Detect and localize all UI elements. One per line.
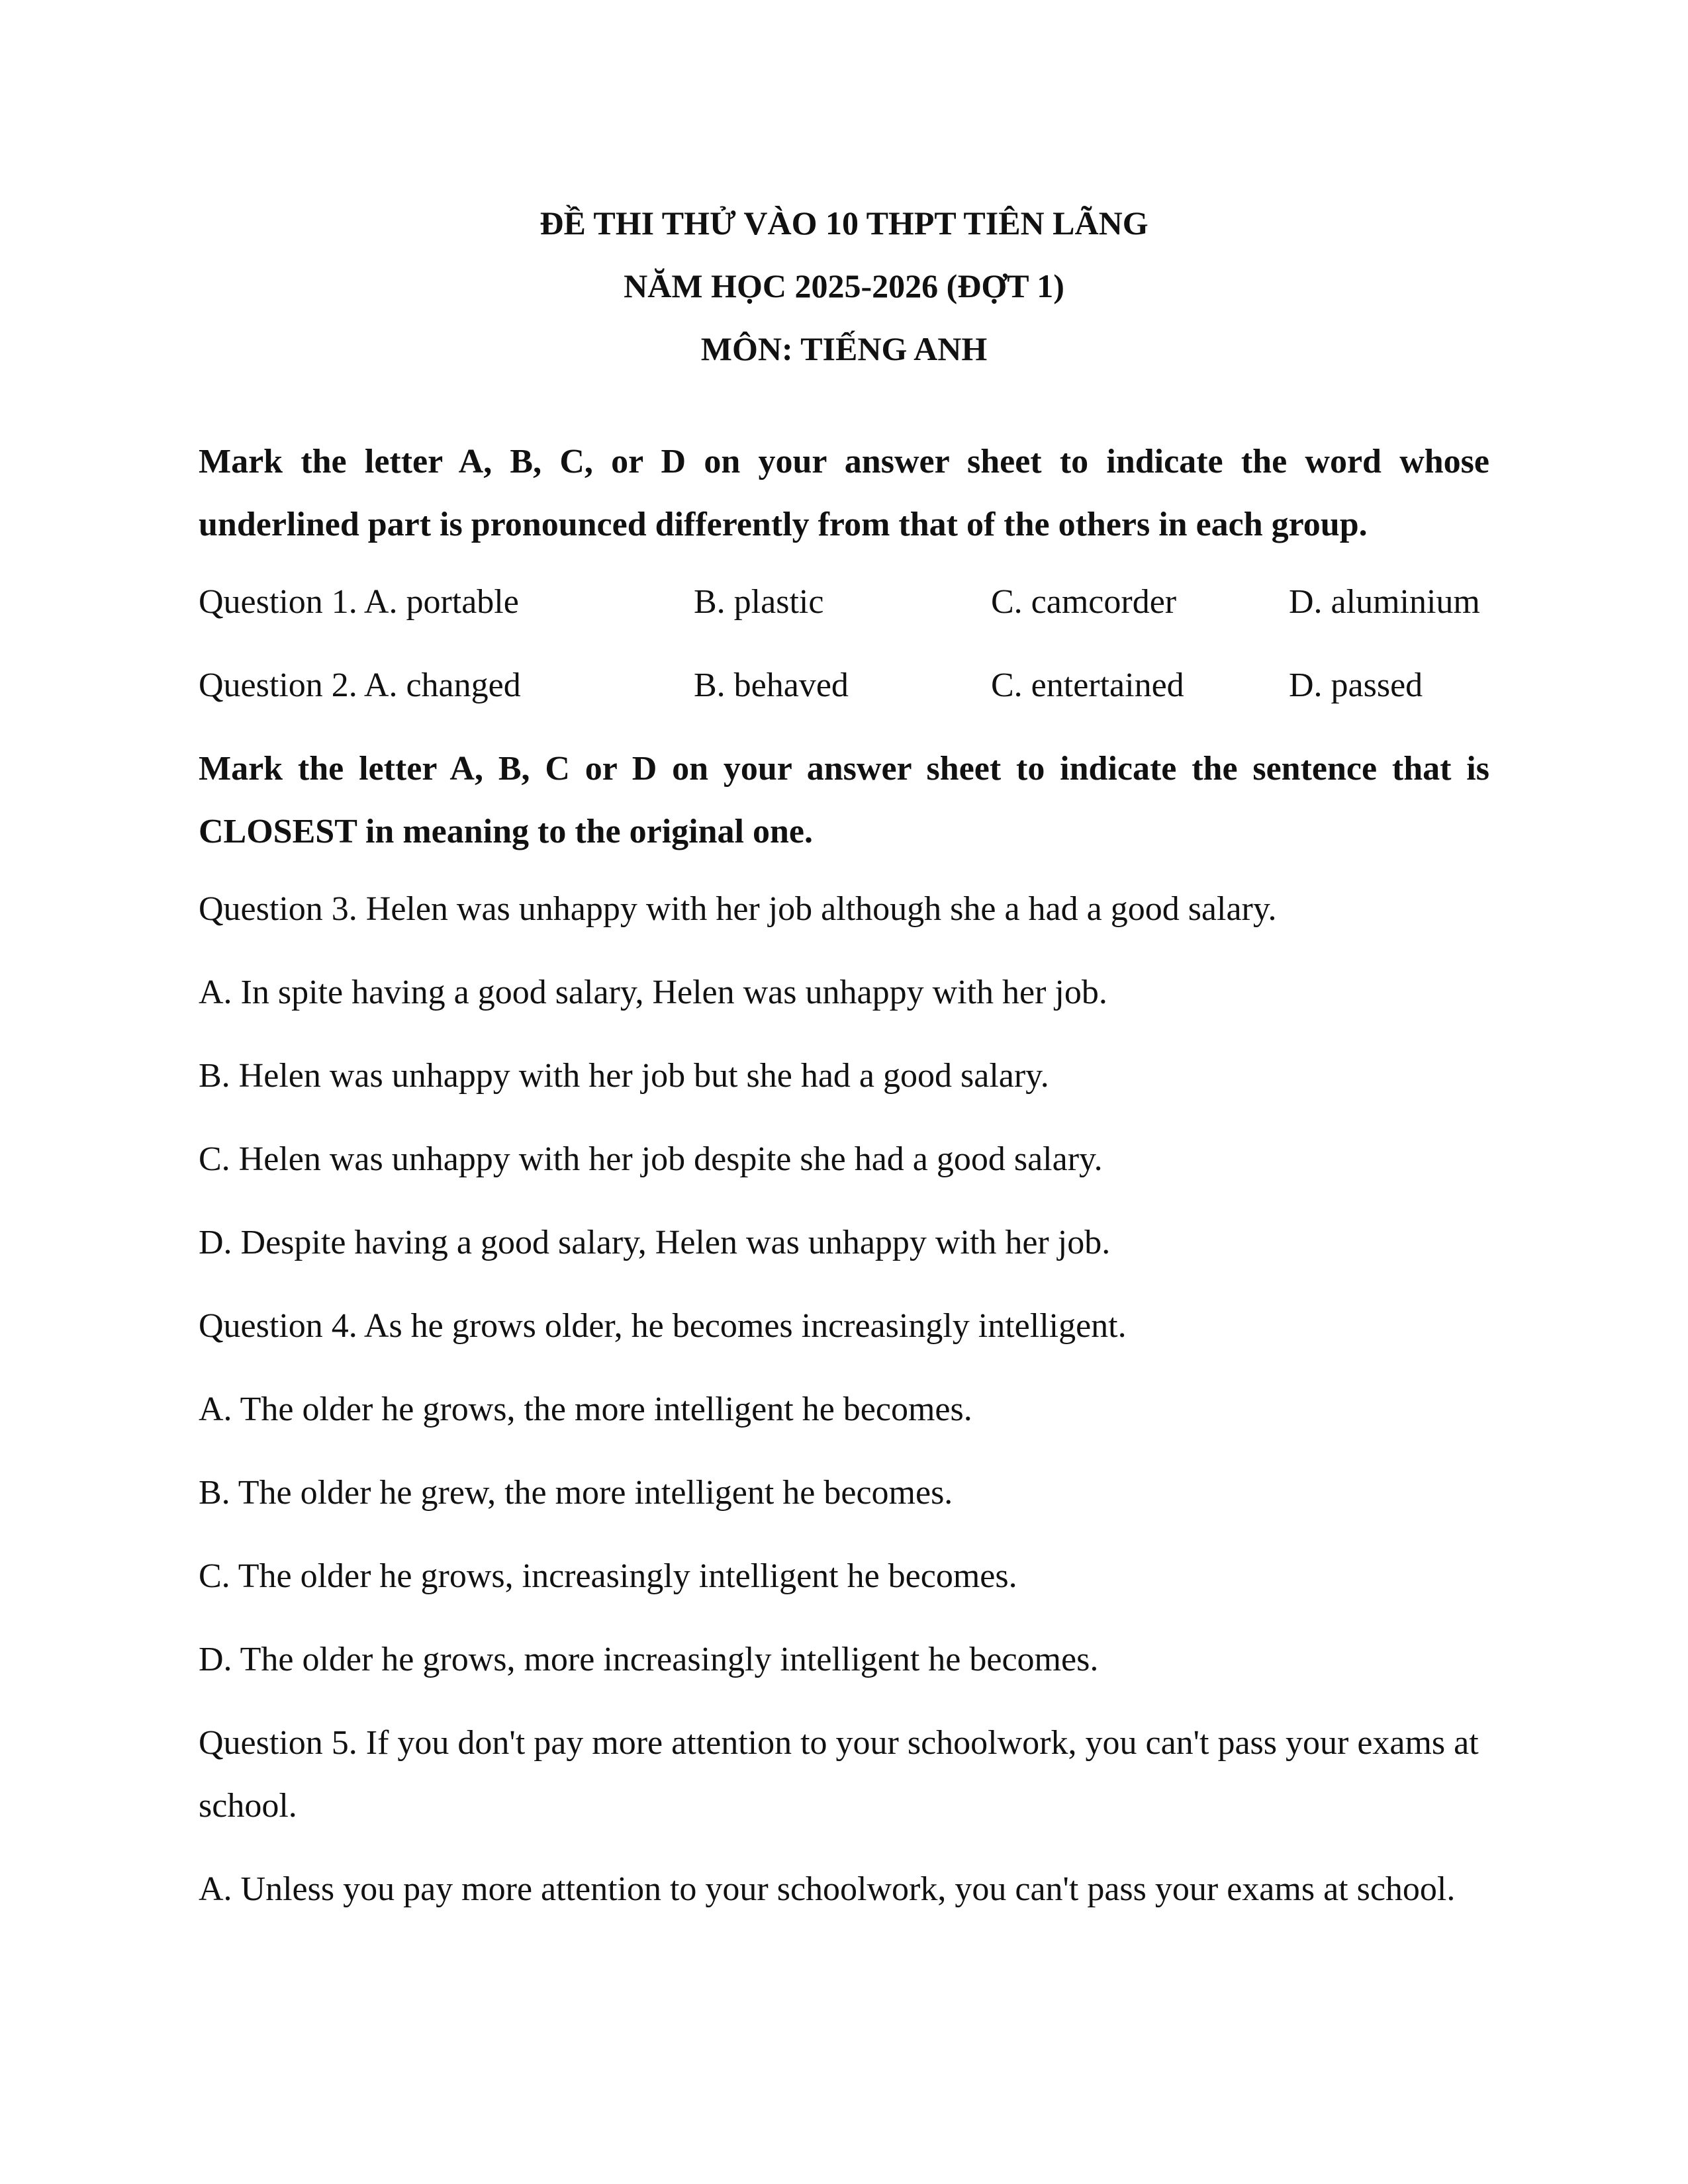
question-5-option-a: A. Unless you pay more attention to your schoolwork, you can't pass your exams at school. — [199, 1870, 1456, 1908]
question-1-option-b: B. plastic — [694, 583, 824, 621]
question-2-option-b: B. behaved — [694, 666, 849, 704]
question-2 — [199, 654, 1489, 717]
question-4-option-a: A. The older he grows, the more intelligent he becomes. — [199, 1390, 972, 1428]
question-3-option-a: A. In spite having a good salary, Helen was unhappy with her job. — [199, 974, 1107, 1011]
question-1-option-c: C. camcorder — [991, 583, 1177, 621]
question-2-option-c: C. entertained — [991, 666, 1184, 704]
exam-title: ĐỀ THI THỬ VÀO 10 THPT TIÊN LÃNG — [539, 205, 1149, 242]
question-1-option-d: D. aluminium — [1289, 583, 1480, 621]
question-3-stem: Question 3. Helen was unhappy with her job although she a had a good salary. — [199, 890, 1277, 928]
school-year: NĂM HỌC 2025-2026 (ĐỢT 1) — [624, 267, 1064, 304]
question-3-option-b: B. Helen was unhappy with her job but she had a good salary. — [199, 1057, 1049, 1095]
question-3-option-c: C. Helen was unhappy with her job despite she had a good salary. — [199, 1140, 1103, 1178]
question-1 — [199, 570, 1489, 633]
question-4-option-b: B. The older he grew, the more intelligent he becomes. — [199, 1474, 953, 1512]
exam-header — [0, 192, 1688, 381]
question-2-option-d: D. passed — [1289, 666, 1423, 704]
question-4-option-d: D. The older he grows, more increasingly intelligent he becomes. — [199, 1641, 1099, 1678]
pronunciation-instruction: Mark the letter A, B, C, or D on your answer sheet to indicate the word whose underlined part is pronounced differently from that of the others in each group. — [199, 443, 1489, 543]
exam-content — [199, 430, 1489, 1941]
question-4-stem: Question 4. As he grows older, he becomes increasingly intelligent. — [199, 1307, 1127, 1345]
question-1-option-a: Question 1. A. portable — [199, 583, 519, 621]
closest-meaning-instruction: Mark the letter A, B, C or D on your answer sheet to indicate the sentence that is CLOSEST in meaning to the original one. — [199, 750, 1489, 850]
question-4-option-c: C. The older he grows, increasingly intelligent he becomes. — [199, 1557, 1017, 1595]
question-5-stem: Question 5. If you don't pay more attention to your schoolwork, you can't pass your exams at school. — [199, 1724, 1479, 1825]
subject-name: MÔN: TIẾNG ANH — [700, 330, 988, 367]
question-3-option-d: D. Despite having a good salary, Helen was unhappy with her job. — [199, 1224, 1111, 1261]
question-2-option-a: Question 2. A. changed — [199, 666, 521, 704]
